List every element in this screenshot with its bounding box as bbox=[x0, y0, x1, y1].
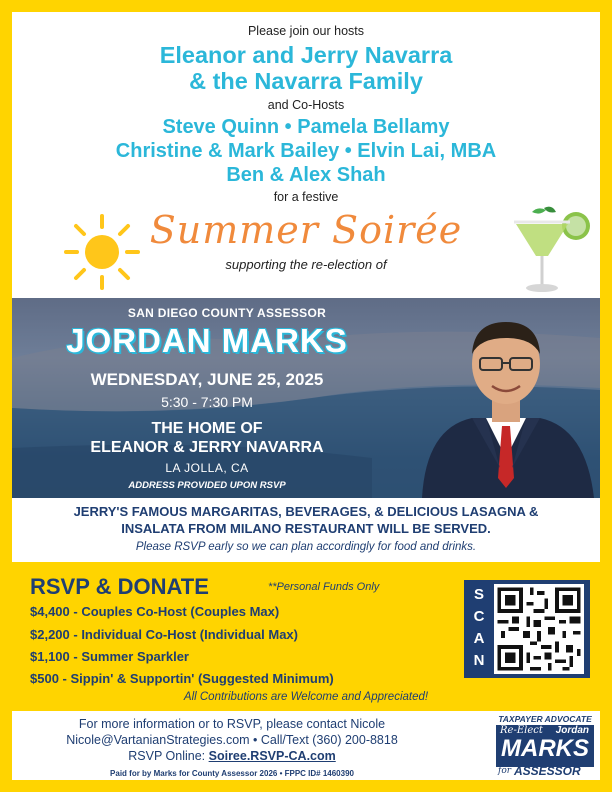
cohost-line: Ben & Alex Shah bbox=[226, 164, 386, 186]
rsvp-online-label: RSVP Online: bbox=[128, 749, 209, 763]
event-time: 5:30 - 7:30 PM bbox=[161, 394, 253, 410]
venue-city: LA JOLLA, CA bbox=[165, 461, 249, 475]
menu-card bbox=[12, 498, 600, 562]
event-banner bbox=[12, 298, 600, 498]
intro-text: Please join our hosts bbox=[247, 24, 365, 38]
donation-tier: $2,200 - Individual Co-Host (Individual Max) bbox=[30, 627, 298, 642]
scan-label: S C A N bbox=[473, 586, 485, 669]
candidate-name: JORDAN MARKS bbox=[66, 322, 348, 359]
logo-for: for bbox=[498, 766, 512, 776]
office-title: SAN DIEGO COUNTY ASSESSOR bbox=[127, 306, 327, 320]
invitation-header-card bbox=[12, 12, 600, 298]
event-name: Summer Soirée bbox=[149, 208, 463, 252]
campaign-logo bbox=[496, 714, 594, 778]
personal-funds-note: **Personal Funds Only bbox=[268, 581, 380, 593]
menu-line-1: JERRY'S FAMOUS MARGARITAS, BEVERAGES, & DELICIOUS LASAGNA & bbox=[73, 504, 539, 519]
contact-line: For more information or to RSVP, please contact Nicole bbox=[78, 717, 386, 731]
logo-re-elect: Re-Elect bbox=[500, 725, 543, 736]
donation-tier: $1,100 - Summer Sparkler bbox=[30, 649, 189, 664]
donation-tier: $4,400 - Couples Co-Host (Couples Max) bbox=[30, 604, 280, 619]
contributions-welcome: All Contributions are Welcome and Appreciated! bbox=[183, 691, 429, 703]
donation-tier: $500 - Sippin' & Supportin' (Suggested Minimum) bbox=[30, 671, 334, 686]
contact-email-phone[interactable]: Nicole@VartanianStrategies.com • Call/Text (360) 200-8818 bbox=[66, 733, 398, 747]
cohosts-label: and Co-Hosts bbox=[267, 98, 345, 112]
rsvp-early-note: Please RSVP early so we can plan accordingly for food and drinks. bbox=[135, 541, 477, 553]
festive-text: for a festive bbox=[273, 190, 339, 204]
logo-tagline: TAXPAYER ADVOCATE bbox=[498, 714, 592, 724]
menu-line-2: INSALATA FROM MILANO RESTAURANT WILL BE SERVED. bbox=[121, 521, 491, 536]
rsvp-online-link[interactable]: Soiree.RSVP-CA.com bbox=[208, 749, 336, 763]
logo-bar bbox=[496, 725, 594, 767]
logo-first-name: Jordan bbox=[555, 725, 589, 736]
sun-icon bbox=[62, 212, 142, 292]
qr-code-panel[interactable] bbox=[464, 580, 590, 678]
hosts-line-2: & the Navarra Family bbox=[189, 68, 423, 94]
candidate-portrait bbox=[412, 308, 600, 498]
qr-code-icon[interactable] bbox=[494, 584, 584, 674]
venue-line-2: ELEANOR & JERRY NAVARRA bbox=[90, 439, 324, 456]
address-note: ADDRESS PROVIDED UPON RSVP bbox=[128, 480, 286, 491]
venue-line-1: THE HOME OF bbox=[151, 420, 263, 437]
cohost-line: Steve Quinn • Pamela Bellamy bbox=[162, 116, 450, 138]
logo-last-name: MARKS bbox=[501, 735, 589, 762]
paid-for-disclaimer: Paid for by Marks for County Assessor 2026 • FPPC ID# 1460390 bbox=[110, 769, 354, 778]
supporting-text: supporting the re-election of bbox=[225, 257, 387, 272]
rsvp-title: RSVP & DONATE bbox=[30, 574, 209, 599]
event-date: WEDNESDAY, JUNE 25, 2025 bbox=[90, 370, 324, 389]
hosts-line-1: Eleanor and Jerry Navarra bbox=[159, 42, 453, 68]
margarita-glass-icon bbox=[506, 204, 594, 300]
cohost-line: Christine & Mark Bailey • Elvin Lai, MBA bbox=[115, 140, 497, 162]
logo-office: ASSESSOR bbox=[514, 764, 581, 778]
rsvp-online-line bbox=[12, 749, 452, 763]
